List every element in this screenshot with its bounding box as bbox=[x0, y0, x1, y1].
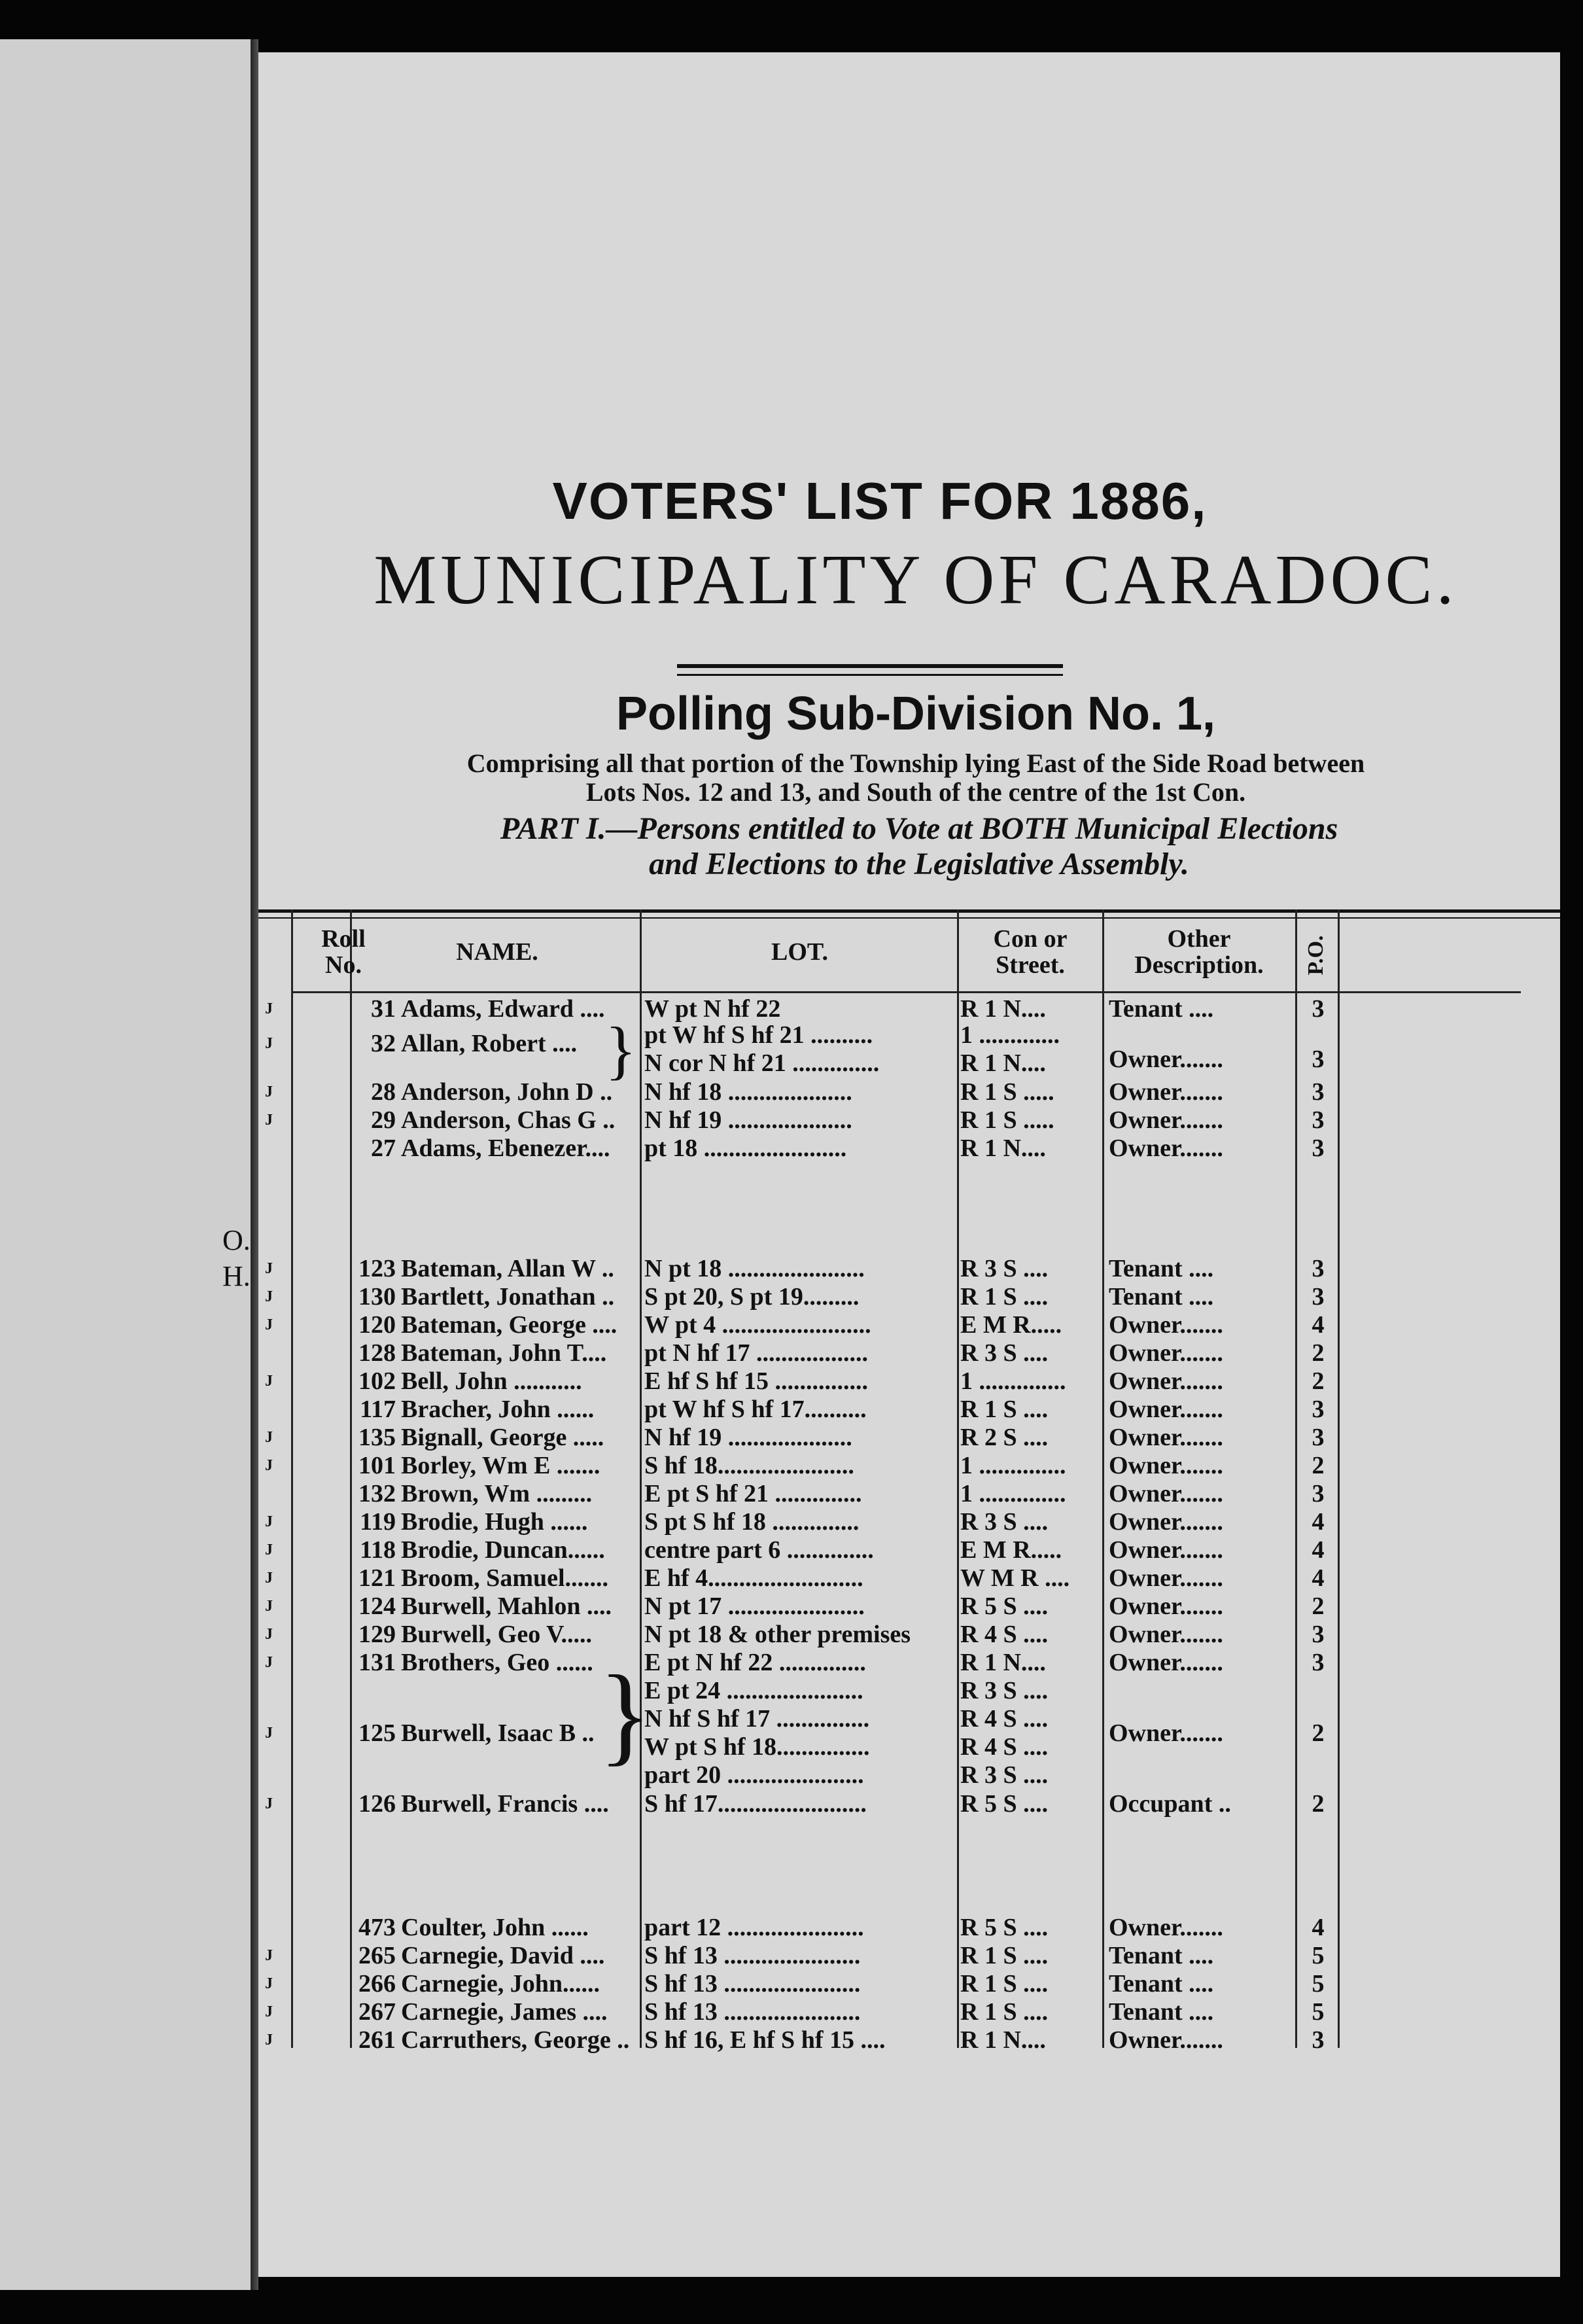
roll-number: 28 bbox=[371, 1078, 396, 1106]
concession: R 3 S .... bbox=[960, 1339, 1049, 1367]
voter-name: Burwell, Isaac B .. bbox=[401, 1719, 595, 1747]
lot: N hf S hf 17 ............... bbox=[644, 1705, 870, 1733]
voter-name: Bell, John ........... bbox=[401, 1367, 582, 1395]
voter-name: Carruthers, George .. bbox=[401, 2026, 630, 2054]
table-row bbox=[258, 1282, 1560, 1311]
table-row bbox=[258, 1479, 1560, 1508]
lot: S hf 18...................... bbox=[644, 1452, 854, 1479]
lot: W pt S hf 18............... bbox=[644, 1733, 870, 1761]
juror-mark: J bbox=[265, 1598, 273, 1615]
lot: S hf 13 ...................... bbox=[644, 1970, 861, 1998]
concession: R 1 S .... bbox=[960, 1396, 1049, 1423]
voter-name: Broom, Samuel....... bbox=[401, 1564, 609, 1592]
table-row bbox=[258, 1254, 1560, 1283]
juror-mark: J bbox=[265, 1795, 273, 1812]
header-description bbox=[1104, 926, 1295, 978]
table-top-rule bbox=[258, 909, 1560, 913]
concession: R 3 S .... bbox=[960, 1761, 1049, 1789]
concession: R 1 N.... bbox=[960, 2026, 1046, 2054]
description: Owner....... bbox=[1109, 1914, 1223, 1941]
juror-mark: J bbox=[265, 1541, 273, 1558]
description: Owner....... bbox=[1109, 1452, 1223, 1479]
roll-number: 118 bbox=[360, 1536, 396, 1564]
lot: pt W hf S hf 21 .......... bbox=[644, 1021, 873, 1049]
concession: R 1 N.... bbox=[960, 995, 1046, 1023]
description: Owner....... bbox=[1109, 1649, 1223, 1676]
lot: N pt 17 ...................... bbox=[644, 1593, 865, 1620]
roll-number: 126 bbox=[358, 1790, 396, 1818]
post-office: 2 bbox=[1312, 1593, 1325, 1620]
description: Owner....... bbox=[1109, 1396, 1223, 1423]
margin-mark-2: H. bbox=[222, 1260, 251, 1292]
description: Tenant .... bbox=[1109, 1283, 1214, 1311]
roll-number: 119 bbox=[360, 1508, 396, 1536]
juror-mark: J bbox=[265, 2032, 273, 2049]
roll-number: 132 bbox=[358, 1480, 396, 1507]
lot: S pt S hf 18 .............. bbox=[644, 1508, 860, 1536]
table-row bbox=[258, 1719, 1560, 1748]
juror-mark: J bbox=[265, 1316, 273, 1333]
description: Tenant .... bbox=[1109, 1998, 1214, 2026]
juror-mark: J bbox=[265, 2003, 273, 2020]
juror-mark: J bbox=[265, 1654, 273, 1671]
table-row bbox=[258, 1648, 1560, 1677]
post-office: 5 bbox=[1312, 1970, 1325, 1998]
table-row bbox=[258, 1339, 1560, 1367]
post-office: 3 bbox=[1312, 2026, 1325, 2054]
voter-name: Carnegie, James .... bbox=[401, 1998, 608, 2026]
table-row bbox=[258, 1998, 1560, 2026]
concession: R 4 S .... bbox=[960, 1621, 1049, 1648]
post-office: 2 bbox=[1312, 1719, 1325, 1747]
document-page bbox=[258, 52, 1560, 2277]
post-office: 3 bbox=[1312, 1078, 1325, 1106]
description: Owner....... bbox=[1109, 1424, 1223, 1451]
part-heading bbox=[278, 811, 1560, 882]
subdivision-title: Polling Sub-Division No. 1, bbox=[616, 688, 1216, 740]
roll-number: 120 bbox=[358, 1311, 396, 1339]
voter-name: Allan, Robert .... bbox=[401, 1030, 578, 1057]
lot: N pt 18 & other premises bbox=[644, 1621, 911, 1648]
concession: R 1 S .... bbox=[960, 1998, 1049, 2026]
lot: part 20 ...................... bbox=[644, 1761, 864, 1789]
voter-name: Adams, Edward .... bbox=[401, 995, 605, 1023]
post-office: 5 bbox=[1312, 1942, 1325, 1969]
juror-mark: J bbox=[265, 1373, 273, 1390]
lot: centre part 6 .............. bbox=[644, 1536, 874, 1564]
concession: R 3 S .... bbox=[960, 1677, 1049, 1704]
lot: E hf 4......................... bbox=[644, 1564, 863, 1592]
roll-number: 27 bbox=[371, 1135, 396, 1162]
brace: } bbox=[605, 1013, 636, 1086]
roll-number: 125 bbox=[358, 1719, 396, 1747]
description: Owner....... bbox=[1109, 1135, 1223, 1162]
concession: R 1 S .... bbox=[960, 1942, 1049, 1969]
roll-number: 265 bbox=[358, 1942, 396, 1969]
concession: R 4 S .... bbox=[960, 1733, 1049, 1761]
voter-name: Anderson, Chas G .. bbox=[401, 1106, 616, 1134]
post-office: 3 bbox=[1312, 1621, 1325, 1648]
lot: pt W hf S hf 17.......... bbox=[644, 1396, 867, 1423]
roll-number: 31 bbox=[371, 995, 396, 1023]
post-office: 2 bbox=[1312, 1790, 1325, 1818]
voter-name: Bignall, George ..... bbox=[401, 1424, 604, 1451]
table-row bbox=[258, 1969, 1560, 1998]
concession: E M R..... bbox=[960, 1311, 1062, 1339]
description: Owner....... bbox=[1109, 2026, 1223, 2054]
margin-mark-1: O. bbox=[222, 1224, 251, 1256]
table-header-rule bbox=[291, 991, 1521, 993]
post-office: 3 bbox=[1312, 1424, 1325, 1451]
voter-name: Carnegie, David .... bbox=[401, 1942, 605, 1969]
municipality-title: MUNICIPALITY OF CARADOC. bbox=[374, 541, 1458, 619]
voter-name: Burwell, Francis .... bbox=[401, 1790, 609, 1818]
description-line-2: Lots Nos. 12 and 13, and South of the centre of the 1st Con. bbox=[585, 777, 1246, 807]
roll-number: 101 bbox=[358, 1452, 396, 1479]
header-roll-line-1: Roll bbox=[321, 925, 366, 953]
roll-number: 121 bbox=[358, 1564, 396, 1592]
table-row bbox=[258, 2026, 1560, 2054]
title-rule-thin bbox=[677, 674, 1063, 676]
concession: R 3 S .... bbox=[960, 1255, 1049, 1282]
title-rule bbox=[677, 664, 1063, 668]
post-office: 3 bbox=[1312, 1283, 1325, 1311]
table-row bbox=[258, 1789, 1560, 1818]
table-top-rule-thin bbox=[258, 917, 1560, 919]
description: Owner....... bbox=[1109, 1367, 1223, 1395]
lot: S hf 13 ...................... bbox=[644, 1998, 861, 2026]
concession: R 4 S .... bbox=[960, 1705, 1049, 1733]
table-row bbox=[258, 1620, 1560, 1649]
roll-number: 117 bbox=[360, 1396, 396, 1423]
roll-number: 261 bbox=[358, 2026, 396, 2054]
post-office: 4 bbox=[1312, 1564, 1325, 1592]
description: Owner....... bbox=[1109, 1339, 1223, 1367]
post-office: 3 bbox=[1312, 995, 1325, 1023]
header-con bbox=[958, 926, 1102, 978]
concession: R 1 N.... bbox=[960, 1049, 1046, 1077]
juror-mark: J bbox=[265, 1570, 273, 1587]
header-con-line-1: Con or bbox=[993, 925, 1068, 953]
juror-mark: J bbox=[265, 1083, 273, 1100]
page-fold bbox=[251, 39, 258, 2290]
juror-mark: J bbox=[265, 1513, 273, 1530]
roll-number: 128 bbox=[358, 1339, 396, 1367]
description: Owner....... bbox=[1109, 1508, 1223, 1536]
post-office: 3 bbox=[1312, 1135, 1325, 1162]
concession: R 5 S .... bbox=[960, 1593, 1049, 1620]
concession: R 5 S .... bbox=[960, 1790, 1049, 1818]
table-row bbox=[258, 1941, 1560, 1970]
table-row bbox=[258, 1913, 1560, 1942]
voter-name: Bateman, Allan W .. bbox=[401, 1255, 614, 1282]
table-row bbox=[258, 1311, 1560, 1339]
part-heading-line-2: and Elections to the Legislative Assembly. bbox=[649, 847, 1189, 881]
description-line-1: Comprising all that portion of the Township lying East of the Side Road between bbox=[466, 748, 1365, 778]
header-description-line-2: Description. bbox=[1134, 951, 1264, 979]
roll-number: 135 bbox=[358, 1424, 396, 1451]
description: Owner....... bbox=[1109, 1621, 1223, 1648]
description: Tenant .... bbox=[1109, 1255, 1214, 1282]
subdivision-description bbox=[265, 749, 1567, 807]
concession: R 1 S ..... bbox=[960, 1078, 1054, 1106]
description: Tenant .... bbox=[1109, 1970, 1214, 1998]
table-row bbox=[258, 1106, 1560, 1135]
table-row bbox=[258, 1134, 1560, 1163]
header-con-line-2: Street. bbox=[996, 951, 1065, 979]
table-row bbox=[258, 1423, 1560, 1452]
lot: N hf 19 .................... bbox=[644, 1106, 852, 1134]
juror-mark: J bbox=[265, 1626, 273, 1643]
concession: 1 ............. bbox=[960, 1021, 1060, 1049]
roll-number: 131 bbox=[358, 1649, 396, 1676]
table-row bbox=[258, 1507, 1560, 1536]
concession: R 1 N.... bbox=[960, 1135, 1046, 1162]
voter-name: Adams, Ebenezer.... bbox=[401, 1135, 610, 1162]
post-office: 3 bbox=[1312, 1396, 1325, 1423]
document-title: VOTERS' LIST FOR 1886, bbox=[552, 472, 1208, 530]
concession: R 2 S .... bbox=[960, 1424, 1049, 1451]
lot: W pt 4 ........................ bbox=[644, 1311, 871, 1339]
roll-number: 267 bbox=[358, 1998, 396, 2026]
table-row bbox=[258, 1395, 1560, 1424]
post-office: 2 bbox=[1312, 1452, 1325, 1479]
post-office: 3 bbox=[1312, 1649, 1325, 1676]
header-roll-line-2: No. bbox=[325, 951, 362, 979]
concession: W M R .... bbox=[960, 1564, 1070, 1592]
voter-name: Brodie, Duncan...... bbox=[401, 1536, 605, 1564]
roll-number: 130 bbox=[358, 1283, 396, 1311]
table-row bbox=[258, 1078, 1560, 1106]
header-po: P.O. bbox=[1304, 935, 1328, 976]
post-office: 3 bbox=[1312, 1255, 1325, 1282]
juror-mark: J bbox=[265, 1000, 273, 1017]
lot: S hf 17........................ bbox=[644, 1790, 867, 1818]
lot: part 12 ...................... bbox=[644, 1914, 864, 1941]
lot: S pt 20, S pt 19......... bbox=[644, 1283, 860, 1311]
roll-number: 124 bbox=[358, 1593, 396, 1620]
roll-number: 32 bbox=[371, 1030, 396, 1057]
lot: N hf 18 .................... bbox=[644, 1078, 852, 1106]
voter-name: Anderson, John D .. bbox=[401, 1078, 613, 1106]
part-heading-line-1: PART I.—Persons entitled to Vote at BOTH Municipal Elections bbox=[500, 811, 1338, 846]
voter-name: Coulter, John ...... bbox=[401, 1914, 589, 1941]
juror-mark: J bbox=[265, 1035, 273, 1052]
post-office: 4 bbox=[1312, 1536, 1325, 1564]
concession: R 5 S .... bbox=[960, 1914, 1049, 1941]
roll-number: 266 bbox=[358, 1970, 396, 1998]
juror-mark: J bbox=[265, 1725, 273, 1742]
table-row bbox=[258, 1564, 1560, 1593]
post-office: 4 bbox=[1312, 1508, 1325, 1536]
voter-name: Bateman, George .... bbox=[401, 1311, 618, 1339]
lot: pt 18 ....................... bbox=[644, 1135, 847, 1162]
description: Occupant .. bbox=[1109, 1790, 1231, 1818]
description: Owner....... bbox=[1109, 1046, 1223, 1073]
juror-mark: J bbox=[265, 1112, 273, 1129]
lot: E pt S hf 21 .............. bbox=[644, 1480, 862, 1507]
table-row bbox=[258, 1367, 1560, 1396]
table-row bbox=[258, 1451, 1560, 1480]
post-office: 3 bbox=[1312, 1106, 1325, 1134]
post-office: 4 bbox=[1312, 1311, 1325, 1339]
juror-mark: J bbox=[265, 1975, 273, 1992]
juror-mark: J bbox=[265, 1429, 273, 1446]
roll-number: 123 bbox=[358, 1255, 396, 1282]
left-facing-page bbox=[0, 39, 252, 2290]
description: Tenant .... bbox=[1109, 1942, 1214, 1969]
post-office: 3 bbox=[1312, 1480, 1325, 1507]
voter-name: Burwell, Mahlon .... bbox=[401, 1593, 612, 1620]
roll-number: 29 bbox=[371, 1106, 396, 1134]
voter-name: Carnegie, John...... bbox=[401, 1970, 600, 1998]
voter-name: Brothers, Geo ...... bbox=[401, 1649, 593, 1676]
description: Owner....... bbox=[1109, 1536, 1223, 1564]
table-row bbox=[258, 1592, 1560, 1621]
roll-number: 129 bbox=[358, 1621, 396, 1648]
header-description-line-1: Other bbox=[1167, 925, 1231, 953]
post-office: 3 bbox=[1312, 1046, 1325, 1073]
lot: E pt N hf 22 .............. bbox=[644, 1649, 866, 1676]
post-office: 2 bbox=[1312, 1367, 1325, 1395]
concession: R 1 S .... bbox=[960, 1283, 1049, 1311]
voter-name: Borley, Wm E ....... bbox=[401, 1452, 600, 1479]
juror-mark: J bbox=[265, 1260, 273, 1277]
description: Owner....... bbox=[1109, 1106, 1223, 1134]
brace: } bbox=[599, 1653, 652, 1776]
voter-name: Bracher, John ...... bbox=[401, 1396, 595, 1423]
table-row bbox=[258, 1536, 1560, 1564]
description: Owner....... bbox=[1109, 1564, 1223, 1592]
description: Tenant .... bbox=[1109, 995, 1214, 1023]
header-lot: LOT. bbox=[771, 938, 828, 966]
roll-number: 102 bbox=[358, 1367, 396, 1395]
voter-name: Brodie, Hugh ...... bbox=[401, 1508, 588, 1536]
header-name: NAME. bbox=[456, 938, 538, 966]
voter-name: Burwell, Geo V..... bbox=[401, 1621, 593, 1648]
post-office: 4 bbox=[1312, 1914, 1325, 1941]
voter-name: Brown, Wm ......... bbox=[401, 1480, 593, 1507]
lot: W pt N hf 22 bbox=[644, 995, 781, 1023]
concession: R 1 N.... bbox=[960, 1649, 1046, 1676]
juror-mark: J bbox=[265, 1947, 273, 1964]
voter-name: Bateman, John T.... bbox=[401, 1339, 607, 1367]
concession: R 1 S ..... bbox=[960, 1106, 1054, 1134]
lot: N cor N hf 21 .............. bbox=[644, 1049, 880, 1077]
table-row bbox=[258, 995, 1560, 1023]
concession: 1 .............. bbox=[960, 1480, 1066, 1507]
juror-mark: J bbox=[265, 1288, 273, 1305]
description: Owner....... bbox=[1109, 1480, 1223, 1507]
lot: S hf 16, E hf S hf 15 .... bbox=[644, 2026, 886, 2054]
post-office: 2 bbox=[1312, 1339, 1325, 1367]
concession: 1 .............. bbox=[960, 1452, 1066, 1479]
lot: N hf 19 .................... bbox=[644, 1424, 852, 1451]
lot: E hf S hf 15 ............... bbox=[644, 1367, 869, 1395]
post-office: 5 bbox=[1312, 1998, 1325, 2026]
description: Owner....... bbox=[1109, 1311, 1223, 1339]
concession: R 3 S .... bbox=[960, 1508, 1049, 1536]
concession: 1 .............. bbox=[960, 1367, 1066, 1395]
concession: R 1 S .... bbox=[960, 1970, 1049, 1998]
voter-name: Bartlett, Jonathan .. bbox=[401, 1283, 615, 1311]
lot: pt N hf 17 .................. bbox=[644, 1339, 869, 1367]
lot: S hf 13 ...................... bbox=[644, 1942, 861, 1969]
concession: E M R..... bbox=[960, 1536, 1062, 1564]
description: Owner....... bbox=[1109, 1593, 1223, 1620]
juror-mark: J bbox=[265, 1457, 273, 1474]
roll-number: 473 bbox=[358, 1914, 396, 1941]
description: Owner....... bbox=[1109, 1078, 1223, 1106]
lot: E pt 24 ...................... bbox=[644, 1677, 863, 1704]
lot: N pt 18 ...................... bbox=[644, 1255, 865, 1282]
description: Owner....... bbox=[1109, 1719, 1223, 1747]
